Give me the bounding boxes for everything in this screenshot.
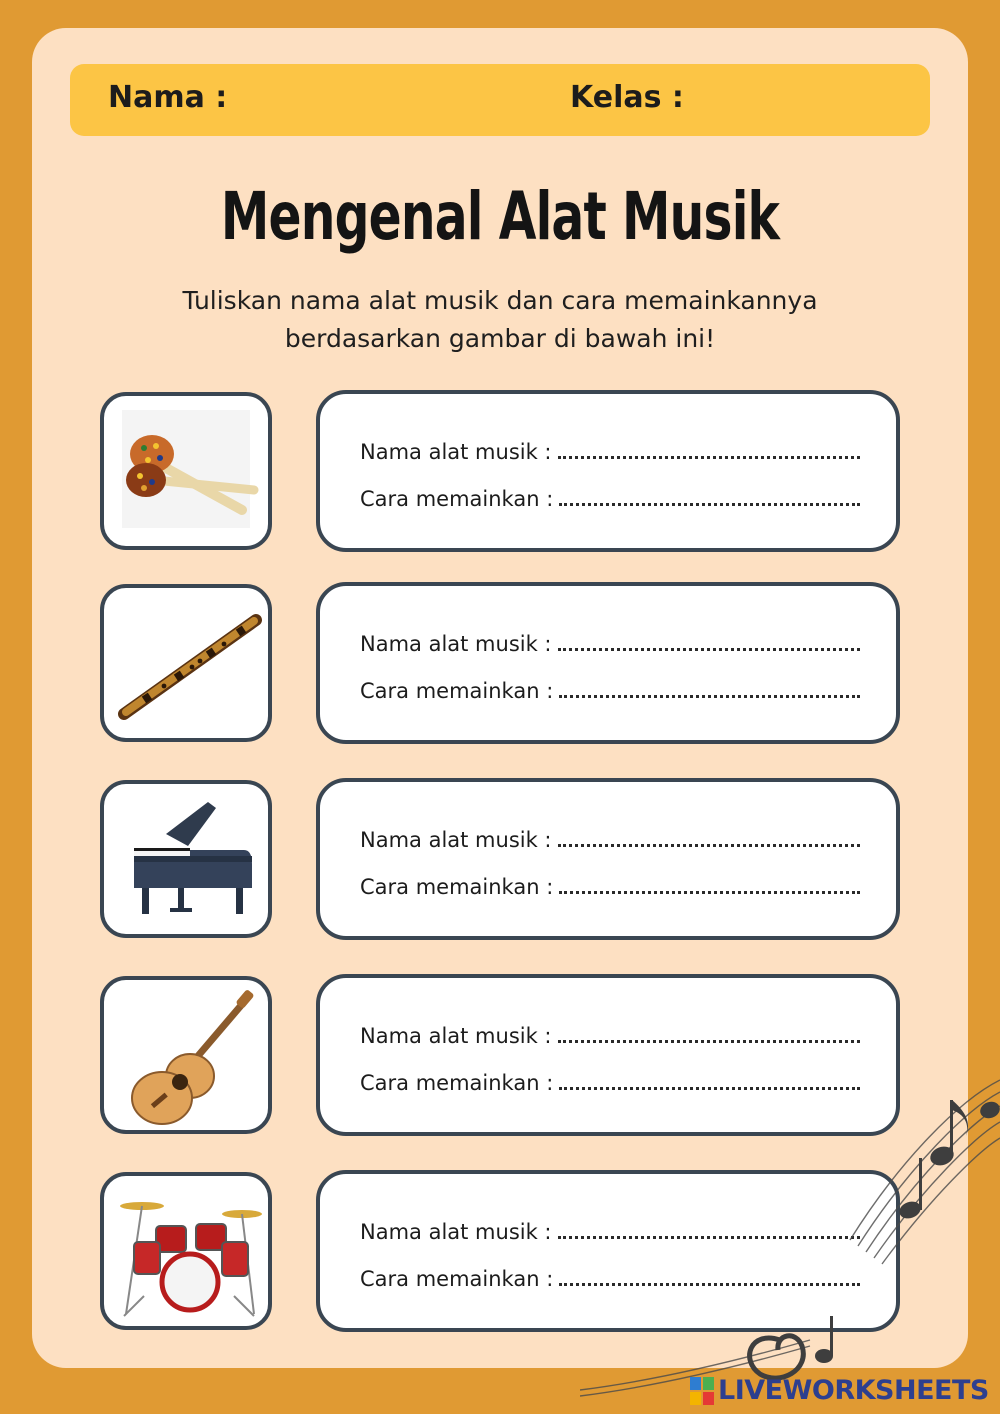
instruction-line-1: Tuliskan nama alat musik dan cara memainkannya (182, 286, 818, 315)
instruction-text (32, 282, 968, 358)
instrument-name-line[interactable] (360, 822, 860, 852)
suling-flute-icon (104, 588, 268, 738)
play-method-label: Cara memainkan : (360, 679, 554, 703)
image-card-5 (100, 1172, 272, 1330)
answer-dotted-line[interactable] (558, 640, 860, 651)
liveworksheets-watermark: LIVEWORKSHEETS (718, 1375, 989, 1406)
liveworksheets-logo-icon (690, 1377, 714, 1405)
play-method-label: Cara memainkan : (360, 1267, 554, 1291)
answer-card-1 (316, 390, 900, 552)
play-method-line[interactable] (360, 869, 860, 899)
instrument-name-label: Nama alat musik : (360, 632, 552, 656)
student-info-bar (70, 64, 930, 136)
play-method-line[interactable] (360, 481, 860, 511)
image-card-4 (100, 976, 272, 1134)
kelas-label: Kelas : (570, 80, 684, 115)
instrument-name-label: Nama alat musik : (360, 1220, 552, 1244)
play-method-label: Cara memainkan : (360, 1071, 554, 1095)
nama-label: Nama : (108, 80, 228, 115)
answer-dotted-line[interactable] (558, 836, 860, 847)
play-method-label: Cara memainkan : (360, 487, 554, 511)
answer-dotted-line[interactable] (559, 883, 860, 894)
page-title: Mengenal Alat Musik (220, 178, 780, 255)
instruction-line-2: berdasarkan gambar di bawah ini! (284, 324, 716, 353)
guitar-icon (104, 980, 268, 1130)
instrument-name-label: Nama alat musik : (360, 828, 552, 852)
answer-dotted-line[interactable] (558, 448, 860, 459)
answer-card-2 (316, 582, 900, 744)
instrument-name-line[interactable] (360, 434, 860, 464)
maracas-icon (104, 396, 268, 546)
instrument-name-line[interactable] (360, 626, 860, 656)
drum-set-icon (104, 1176, 268, 1326)
play-method-label: Cara memainkan : (360, 875, 554, 899)
answer-card-3 (316, 778, 900, 940)
music-notes-decoration-icon (580, 1040, 1000, 1414)
play-method-line[interactable] (360, 673, 860, 703)
image-card-3 (100, 780, 272, 938)
grand-piano-icon (104, 784, 268, 934)
answer-dotted-line[interactable] (559, 687, 860, 698)
answer-dotted-line[interactable] (559, 495, 860, 506)
image-card-2 (100, 584, 272, 742)
image-card-1 (100, 392, 272, 550)
instrument-name-label: Nama alat musik : (360, 440, 552, 464)
instrument-name-label: Nama alat musik : (360, 1024, 552, 1048)
